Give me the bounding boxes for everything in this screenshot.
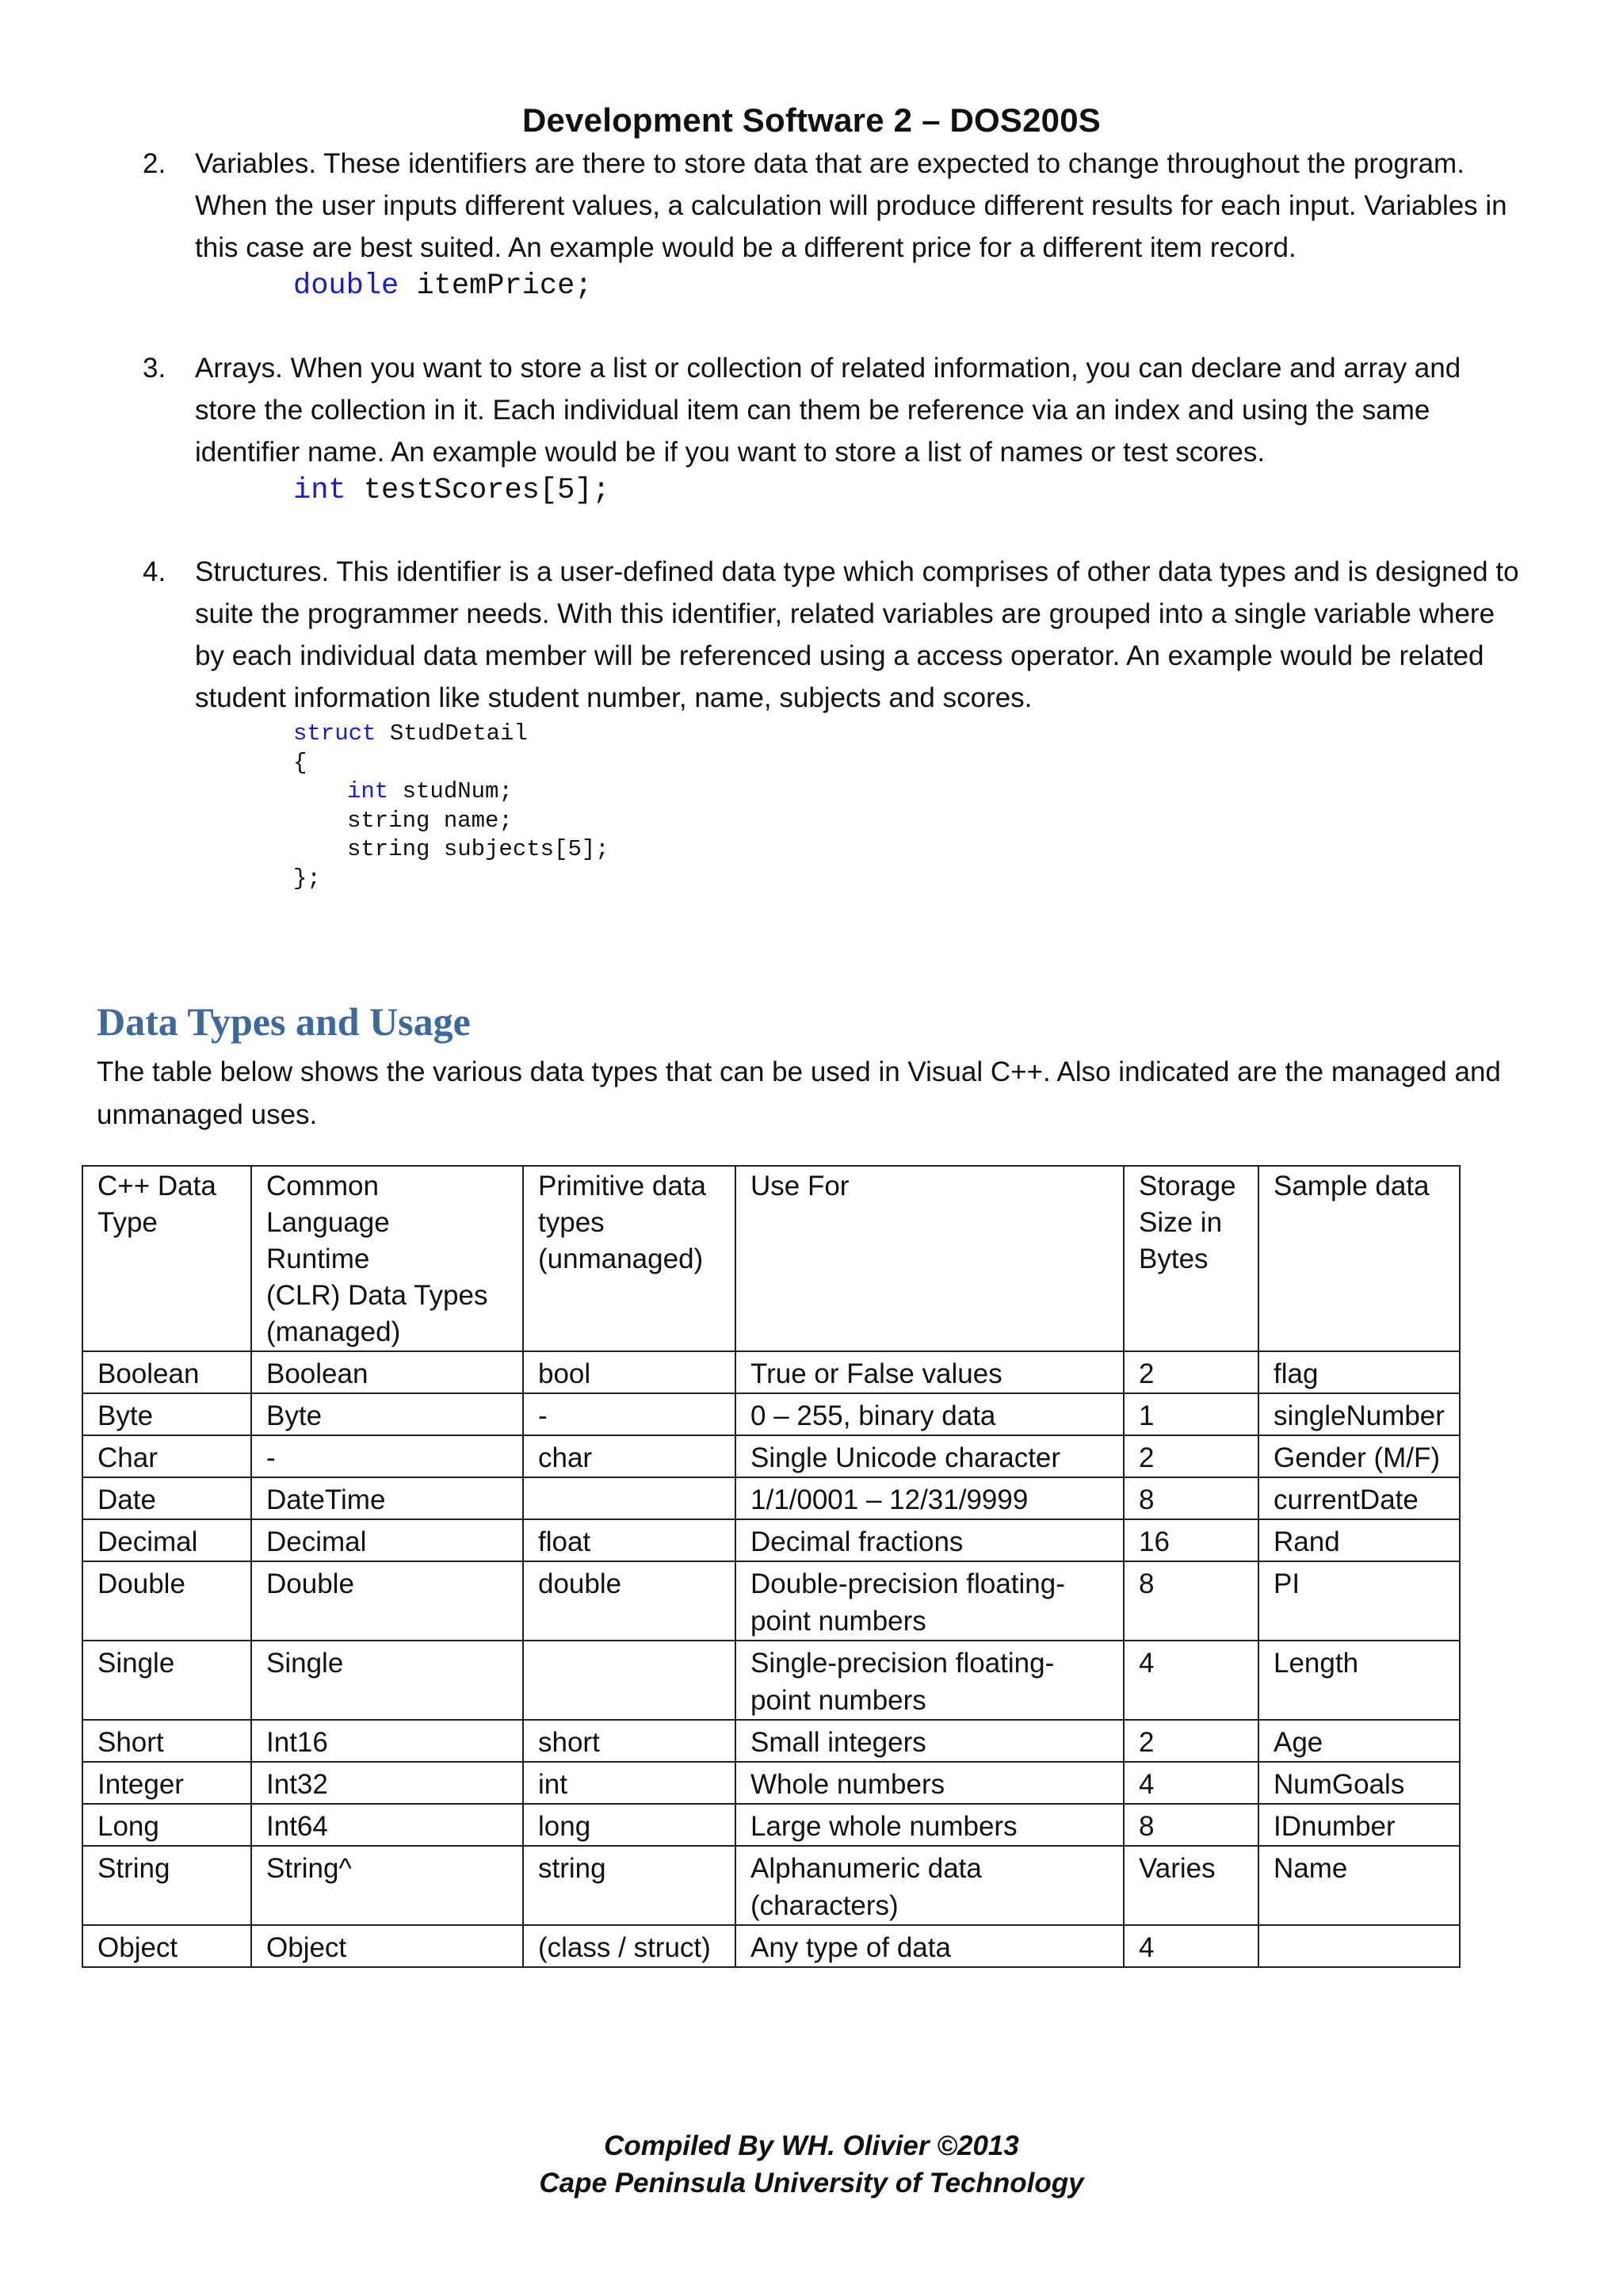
cell-storage-size bbox=[1124, 1351, 1258, 1393]
cell-primitive-type bbox=[523, 1393, 735, 1435]
cell-clr-type bbox=[251, 1351, 523, 1393]
cell-line: 8 bbox=[1139, 1568, 1155, 1599]
cell-line: 2 bbox=[1139, 1442, 1155, 1473]
cell-line: Whole numbers bbox=[750, 1769, 945, 1800]
cell-line: C++ Data bbox=[97, 1171, 216, 1201]
cell-line: Decimal bbox=[97, 1526, 198, 1557]
cell-line: (managed) bbox=[266, 1316, 401, 1347]
table-row bbox=[82, 1477, 1460, 1519]
cell-line: double bbox=[538, 1568, 622, 1599]
cell-line: float bbox=[538, 1526, 591, 1557]
data-types-table bbox=[82, 1165, 1461, 1968]
cell-use-for bbox=[735, 1393, 1124, 1435]
cell-line: Decimal bbox=[266, 1526, 367, 1557]
cell-sample-data bbox=[1258, 1762, 1460, 1804]
cell-line: Double bbox=[266, 1568, 354, 1599]
cell-line: NumGoals bbox=[1274, 1769, 1405, 1800]
cell-clr-type bbox=[251, 1435, 523, 1477]
cell-sample-data bbox=[1258, 1393, 1460, 1435]
text-line: When the user inputs different values, a calculation will produce different results for each input. Variables in bbox=[195, 190, 1507, 221]
code-keyword: double bbox=[293, 269, 399, 303]
footer-institution: Cape Peninsula University of Technology bbox=[539, 2168, 1084, 2199]
text-line: identifier name. An example would be if you want to store a list of names or test scores. bbox=[195, 437, 1266, 468]
cell-line: Length bbox=[1274, 1648, 1359, 1679]
cell-cpp-type bbox=[82, 1925, 251, 1967]
table-header-row bbox=[82, 1166, 1460, 1351]
footer-compiled-by: Compiled By WH. Olivier ©2013 bbox=[604, 2130, 1019, 2161]
cell-clr-type bbox=[251, 1641, 523, 1720]
cell-line: 2 bbox=[1139, 1358, 1155, 1389]
code-keyword: struct bbox=[293, 720, 376, 747]
cell-line: Name bbox=[1274, 1853, 1348, 1884]
cell-line: Single-precision floating- bbox=[750, 1648, 1055, 1679]
cell-clr-type bbox=[251, 1519, 523, 1561]
cell-line: 2 bbox=[1139, 1727, 1155, 1758]
cell-use-for bbox=[735, 1641, 1124, 1720]
cell-line: Varies bbox=[1139, 1853, 1216, 1884]
list-text bbox=[195, 551, 1623, 719]
cell-line: Runtime bbox=[266, 1244, 370, 1274]
cell-line: Sample data bbox=[1274, 1171, 1430, 1201]
cell-line: Object bbox=[266, 1932, 347, 1963]
cell-line: 1/1/0001 – 12/31/9999 bbox=[750, 1484, 1029, 1515]
code-line: string subjects[5]; bbox=[347, 836, 609, 862]
text-line: store the collection in it. Each individual item can them be reference via an index and using the same bbox=[195, 395, 1430, 426]
cell-line: 4 bbox=[1139, 1769, 1155, 1800]
table-row bbox=[82, 1393, 1460, 1435]
table-row bbox=[82, 1351, 1460, 1393]
cell-sample-data bbox=[1258, 1925, 1460, 1967]
cell-line: Rand bbox=[1274, 1526, 1340, 1557]
cell-line: flag bbox=[1274, 1358, 1319, 1389]
cell-line: Int32 bbox=[266, 1769, 328, 1800]
cell-sample-data bbox=[1258, 1477, 1460, 1519]
cell-primitive-type bbox=[523, 1846, 735, 1925]
cell-primitive-type bbox=[523, 1351, 735, 1393]
code-line: string name; bbox=[347, 807, 513, 834]
cell-line: 1 bbox=[1139, 1400, 1155, 1431]
list-text bbox=[195, 347, 1623, 473]
cell-storage-size bbox=[1124, 1720, 1258, 1762]
cell-cpp-type bbox=[82, 1804, 251, 1846]
cell-line: Int64 bbox=[266, 1811, 328, 1842]
cell-line: Date bbox=[97, 1484, 156, 1515]
text-line: Arrays. When you want to store a list or collection of related information, you can declare and array and bbox=[195, 353, 1461, 384]
cell-line: Age bbox=[1274, 1727, 1323, 1758]
cell-clr-type bbox=[251, 1925, 523, 1967]
text-line: student information like student number, name, subjects and scores. bbox=[195, 682, 1033, 713]
cell-line: 4 bbox=[1139, 1648, 1155, 1679]
cell-storage-size bbox=[1124, 1435, 1258, 1477]
cell-line: types bbox=[538, 1207, 605, 1238]
cell-storage-size bbox=[1124, 1925, 1258, 1967]
cell-line: Any type of data bbox=[750, 1932, 951, 1963]
table-row bbox=[82, 1720, 1460, 1762]
cell-line: Byte bbox=[97, 1400, 154, 1431]
text-line: by each individual data member will be referenced using a access operator. An example would be related bbox=[195, 640, 1484, 671]
code-text: studNum; bbox=[388, 778, 513, 804]
cell-use-for bbox=[735, 1925, 1124, 1967]
cell-storage-size bbox=[1124, 1519, 1258, 1561]
code-line bbox=[293, 720, 609, 749]
cell-line: Short bbox=[97, 1727, 164, 1758]
cell-cpp-type bbox=[82, 1641, 251, 1720]
table-row bbox=[82, 1925, 1460, 1967]
cell-line: (class / struct) bbox=[538, 1932, 711, 1963]
cell-use-for bbox=[735, 1435, 1124, 1477]
text-line: Structures. This identifier is a user-defined data type which comprises of other data types and is designed to bbox=[195, 556, 1519, 587]
cell-cpp-type bbox=[82, 1477, 251, 1519]
section-intro bbox=[97, 1051, 1523, 1137]
cell-line: 8 bbox=[1139, 1811, 1155, 1842]
cell-clr-type bbox=[251, 1393, 523, 1435]
cell-line: Single bbox=[97, 1648, 175, 1679]
cell-clr-type bbox=[251, 1561, 523, 1641]
cell-line: Double bbox=[97, 1568, 185, 1599]
page-title: Development Software 2 – DOS200S bbox=[522, 101, 1101, 139]
cell-cpp-type bbox=[82, 1846, 251, 1925]
text-line: The table below shows the various data types that can be used in Visual C++. Also indicated are the managed and bbox=[97, 1056, 1501, 1087]
cell-line: - bbox=[538, 1400, 548, 1431]
text-line: unmanaged uses. bbox=[97, 1099, 318, 1130]
cell-primitive-type bbox=[523, 1641, 735, 1720]
cell-storage-size bbox=[1124, 1846, 1258, 1925]
cell-line: Double-precision floating- bbox=[750, 1568, 1065, 1599]
cell-line: Int16 bbox=[266, 1727, 328, 1758]
table-row bbox=[82, 1641, 1460, 1720]
text-line: Variables. These identifiers are there to store data that are expected to change throughout the program. bbox=[195, 148, 1465, 179]
cell-line: Object bbox=[97, 1932, 178, 1963]
table-row bbox=[82, 1435, 1460, 1477]
cell-primitive-type bbox=[523, 1519, 735, 1561]
cell-line: Boolean bbox=[97, 1358, 200, 1389]
cell-primitive-type bbox=[523, 1762, 735, 1804]
header-cell-clr-type bbox=[251, 1166, 523, 1351]
cell-use-for bbox=[735, 1561, 1124, 1641]
cell-line: Storage bbox=[1139, 1171, 1236, 1201]
cell-cpp-type bbox=[82, 1393, 251, 1435]
header-cell-sample-data bbox=[1258, 1166, 1460, 1351]
cell-line: int bbox=[538, 1769, 567, 1800]
cell-sample-data bbox=[1258, 1641, 1460, 1720]
cell-line: bool bbox=[538, 1358, 591, 1389]
cell-line: DateTime bbox=[266, 1484, 386, 1515]
cell-cpp-type bbox=[82, 1435, 251, 1477]
cell-sample-data bbox=[1258, 1519, 1460, 1561]
cell-sample-data bbox=[1258, 1846, 1460, 1925]
cell-line: Use For bbox=[750, 1171, 850, 1201]
code-snippet-array bbox=[293, 474, 610, 507]
cell-storage-size bbox=[1124, 1393, 1258, 1435]
cell-line: Common Language bbox=[266, 1171, 390, 1238]
cell-line: Decimal fractions bbox=[750, 1526, 964, 1557]
cell-line: Type bbox=[97, 1207, 158, 1238]
cell-line: point numbers bbox=[750, 1606, 926, 1637]
cell-cpp-type bbox=[82, 1561, 251, 1641]
header-cell-storage-size bbox=[1124, 1166, 1258, 1351]
cell-storage-size bbox=[1124, 1477, 1258, 1519]
cell-line: short bbox=[538, 1727, 600, 1758]
cell-cpp-type bbox=[82, 1351, 251, 1393]
cell-line: Size in bbox=[1139, 1207, 1223, 1238]
cell-clr-type bbox=[251, 1846, 523, 1925]
code-snippet-variable bbox=[293, 269, 592, 303]
cell-sample-data bbox=[1258, 1561, 1460, 1641]
list-number: 2. bbox=[143, 148, 166, 179]
code-line bbox=[293, 777, 609, 807]
table-row bbox=[82, 1804, 1460, 1846]
cell-line: - bbox=[266, 1442, 276, 1473]
cell-storage-size bbox=[1124, 1561, 1258, 1641]
cell-line: (unmanaged) bbox=[538, 1244, 704, 1274]
section-heading: Data Types and Usage bbox=[97, 999, 471, 1044]
cell-primitive-type bbox=[523, 1561, 735, 1641]
cell-cpp-type bbox=[82, 1762, 251, 1804]
cell-line: singleNumber bbox=[1274, 1400, 1445, 1431]
cell-cpp-type bbox=[82, 1519, 251, 1561]
cell-line: String^ bbox=[266, 1853, 352, 1884]
cell-storage-size bbox=[1124, 1641, 1258, 1720]
cell-line: True or False values bbox=[750, 1358, 1002, 1389]
header-cell-use-for bbox=[735, 1166, 1124, 1351]
cell-primitive-type bbox=[523, 1925, 735, 1967]
cell-line: 16 bbox=[1139, 1526, 1170, 1557]
code-text: testScores[5]; bbox=[346, 474, 610, 507]
cell-primitive-type bbox=[523, 1720, 735, 1762]
cell-sample-data bbox=[1258, 1435, 1460, 1477]
cell-line: Gender (M/F) bbox=[1274, 1442, 1441, 1473]
cell-use-for bbox=[735, 1720, 1124, 1762]
cell-use-for bbox=[735, 1762, 1124, 1804]
cell-clr-type bbox=[251, 1477, 523, 1519]
cell-use-for bbox=[735, 1804, 1124, 1846]
cell-clr-type bbox=[251, 1804, 523, 1846]
cell-storage-size bbox=[1124, 1762, 1258, 1804]
list-text bbox=[195, 143, 1623, 269]
cell-sample-data bbox=[1258, 1720, 1460, 1762]
cell-line: IDnumber bbox=[1274, 1811, 1396, 1842]
cell-use-for bbox=[735, 1846, 1124, 1925]
cell-line: Byte bbox=[266, 1400, 323, 1431]
cell-primitive-type bbox=[523, 1804, 735, 1846]
cell-primitive-type bbox=[523, 1435, 735, 1477]
cell-line: Single bbox=[266, 1648, 344, 1679]
cell-storage-size bbox=[1124, 1804, 1258, 1846]
cell-line: String bbox=[97, 1853, 170, 1884]
cell-clr-type bbox=[251, 1762, 523, 1804]
cell-line: 4 bbox=[1139, 1932, 1155, 1963]
text-line: this case are best suited. An example would be a different price for a different item record. bbox=[195, 232, 1296, 263]
cell-line: char bbox=[538, 1442, 593, 1473]
cell-line: Large whole numbers bbox=[750, 1811, 1018, 1842]
code-keyword: int bbox=[347, 778, 389, 804]
cell-line: currentDate bbox=[1274, 1484, 1419, 1515]
cell-line: Primitive data bbox=[538, 1171, 707, 1201]
list-number: 4. bbox=[143, 556, 166, 587]
code-snippet-struct bbox=[293, 720, 609, 893]
cell-line: (CLR) Data Types bbox=[266, 1280, 488, 1311]
cell-line: 0 – 255, binary data bbox=[750, 1400, 996, 1431]
cell-sample-data bbox=[1258, 1351, 1460, 1393]
cell-line: long bbox=[538, 1811, 591, 1842]
cell-line: Char bbox=[97, 1442, 158, 1473]
table-row bbox=[82, 1519, 1460, 1561]
cell-use-for bbox=[735, 1351, 1124, 1393]
list-number: 3. bbox=[143, 353, 166, 384]
cell-line: Alphanumeric data bbox=[750, 1853, 982, 1884]
cell-line: Long bbox=[97, 1811, 159, 1842]
code-keyword: int bbox=[293, 474, 346, 507]
table-row bbox=[82, 1762, 1460, 1804]
code-text: StudDetail bbox=[376, 720, 528, 747]
code-line: { bbox=[293, 749, 307, 776]
cell-use-for bbox=[735, 1519, 1124, 1561]
cell-line: Boolean bbox=[266, 1358, 369, 1389]
code-text: itemPrice; bbox=[399, 269, 593, 303]
cell-primitive-type bbox=[523, 1477, 735, 1519]
text-line: suite the programmer needs. With this identifier, related variables are grouped into a single variable where bbox=[195, 598, 1495, 629]
cell-line: string bbox=[538, 1853, 606, 1884]
table-row bbox=[82, 1846, 1460, 1925]
cell-cpp-type bbox=[82, 1720, 251, 1762]
header-cell-cpp-type bbox=[82, 1166, 251, 1351]
cell-line: (characters) bbox=[750, 1890, 899, 1921]
cell-line: Integer bbox=[97, 1769, 184, 1800]
cell-line: point numbers bbox=[750, 1685, 926, 1716]
cell-sample-data bbox=[1258, 1804, 1460, 1846]
cell-clr-type bbox=[251, 1720, 523, 1762]
cell-line: Single Unicode character bbox=[750, 1442, 1061, 1473]
cell-line: PI bbox=[1274, 1568, 1300, 1599]
cell-line: Small integers bbox=[750, 1727, 926, 1758]
table-row bbox=[82, 1561, 1460, 1641]
code-line: }; bbox=[293, 865, 321, 892]
cell-line: Bytes bbox=[1139, 1244, 1209, 1274]
cell-use-for bbox=[735, 1477, 1124, 1519]
header-cell-primitive-type bbox=[523, 1166, 735, 1351]
cell-line: 8 bbox=[1139, 1484, 1155, 1515]
